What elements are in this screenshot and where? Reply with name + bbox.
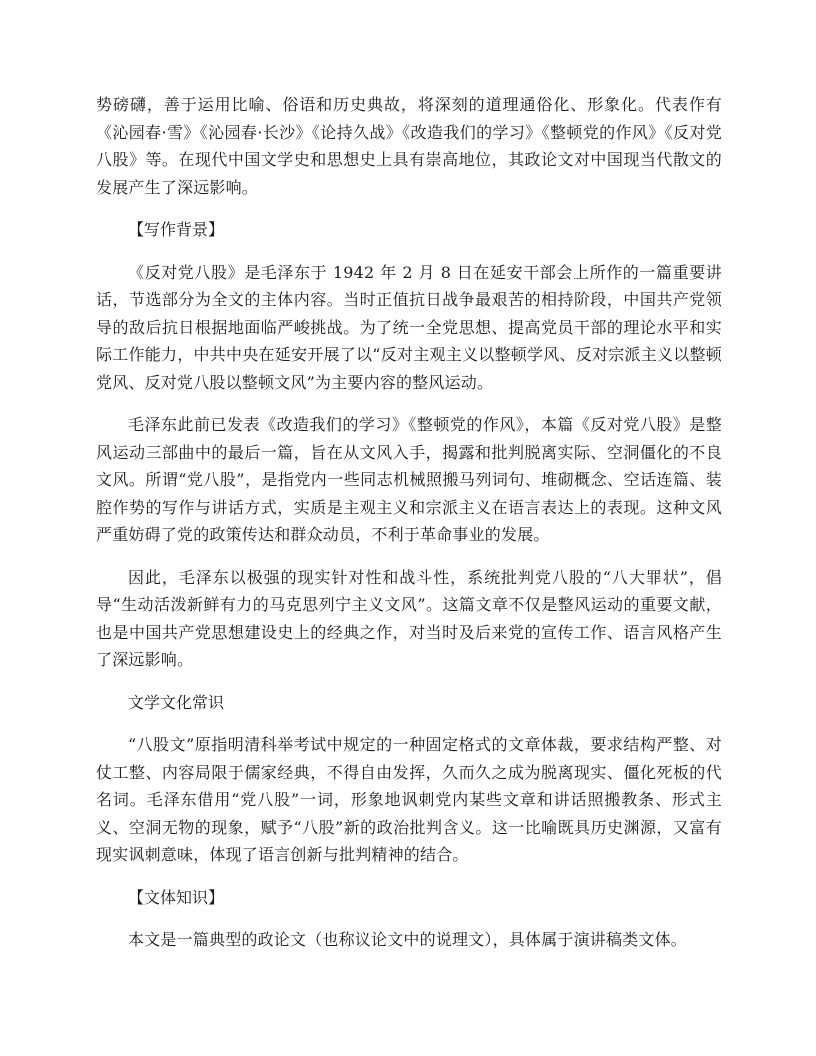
background-paragraph-3: 因此，毛泽东以极强的现实针对性和战斗性，系统批判党八股的“八大罪状”，倡导“生动活泼新鲜有力的马克思列宁主义文风”。这篇文章不仅是整风运动的重要文献，也是中国共产党思想建设史上的经典之作，对当时及后来党的宣传工作、语言风格产生了深远影响。 (96, 567, 722, 669)
intro-paragraph: 势磅礴，善于运用比喻、俗语和历史典故，将深刻的道理通俗化、形象化。代表作有《沁园春·雪》《沁园春·长沙》《论持久战》《改造我们的学习》《整顿党的作风》《反对党八股》等。在现代中国文学史和思想史上具有崇高地位，其政论文对中国现当代散文的发展产生了深远影响。 (96, 95, 722, 197)
background-paragraph-2: 毛泽东此前已发表《改造我们的学习》《整顿党的作风》，本篇《反对党八股》是整风运动三部曲中的最后一篇，旨在从文风入手，揭露和批判脱离实际、空洞僵化的不良文风。所谓“党八股”，是指党内一些同志机械照搬马列词句、堆砌概念、空话连篇、装腔作势的写作与讲话方式，实质是主观主义和宗派主义在语言表达上的表现。这种文风严重妨碍了党的政策传达和群众动员，不利于革命事业的发展。 (96, 415, 722, 544)
section-heading-writing-background: 【写作背景】 (128, 220, 225, 239)
document-body (96, 91, 722, 969)
genre-knowledge-paragraph: 本文是一篇典型的政论文（也称议论文中的说理文），具体属于演讲稿类文体。 (128, 930, 688, 949)
section-heading-literary-culture: 文学文化常识 (128, 692, 225, 712)
section-heading-genre-knowledge: 【文体知识】 (128, 887, 225, 907)
literary-culture-paragraph: “八股文”原指明清科举考试中规定的一种固定格式的文章体裁，要求结构严整、对仗工整、内容局限于儒家经典，不得自由发挥，久而久之成为脱离现实、僵化死板的代名词。毛泽东借用“党八股”一词，形象地讽刺党内某些文章和讲话照搬教条、形式主义、空洞无物的现象，赋予“八股”新的政治批判含义。这一比喻既具历史渊源，又富有现实讽刺意味，体现了语言创新与批判精神的结合。 (96, 735, 722, 864)
background-paragraph-1: 《反对党八股》是毛泽东于 1942 年 2 月 8 日在延安干部会上所作的一篇重要讲话，节选部分为全文的主体内容。当时正值抗日战争最艰苦的相持阶段，中国共产党领导的敌后抗日根据地面临严峻挑战。为了统一全党思想、提高党员干部的理论水平和实际工作能力，中共中央在延安开展了以“反对主观主义以整顿学风、反对宗派主义以整顿党风、反对党八股以整顿文风”为主要内容的整风运动。 (96, 262, 722, 392)
